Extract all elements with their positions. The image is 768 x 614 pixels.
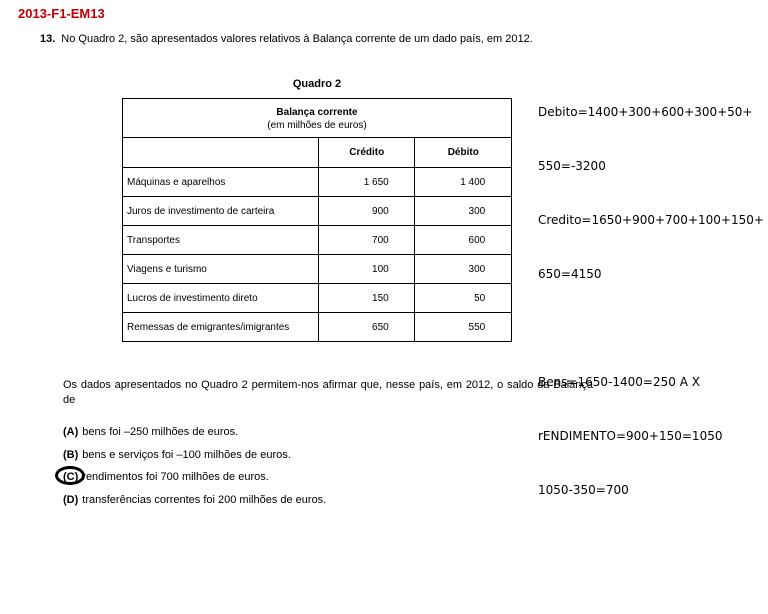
option-text: bens foi –250 milhões de euros. xyxy=(82,426,239,438)
option-text: rendimentos foi 700 milhões de euros. xyxy=(82,471,269,483)
question-number: 13. xyxy=(40,33,56,45)
document-code: 2013-F1-EM13 xyxy=(18,6,105,21)
caption-subtitle: (em milhões de euros) xyxy=(267,120,367,131)
header-debit: Débito xyxy=(415,138,512,168)
table-header-row xyxy=(123,138,512,168)
table-row xyxy=(123,255,512,284)
row-credit: 150 xyxy=(319,284,415,313)
row-label: Remessas de emigrantes/imigrantes xyxy=(123,313,319,342)
row-credit: 900 xyxy=(319,197,415,226)
row-label: Máquinas e aparelhos xyxy=(123,168,319,197)
question-text: No Quadro 2, são apresentados valores relativos à Balança corrente de um dado país, em 2012. xyxy=(61,33,533,45)
note-line: 650=4150 xyxy=(538,267,602,281)
note-line xyxy=(538,319,764,337)
option-letter: (C) xyxy=(63,471,79,483)
option-c[interactable] xyxy=(63,470,326,493)
note-line: Bens=1650-1400=250 A X xyxy=(538,375,700,389)
header-empty xyxy=(123,138,319,168)
note-line: rENDIMENTO=900+150=1050 xyxy=(538,429,723,443)
option-letter: (D) xyxy=(63,493,79,506)
table-row xyxy=(123,168,512,197)
handwritten-notes xyxy=(538,67,764,517)
question xyxy=(40,33,533,45)
caption-title: Balança corrente xyxy=(276,107,358,118)
note-line: Credito=1650+900+700+100+150+ xyxy=(538,213,764,227)
header-credit: Crédito xyxy=(319,138,415,168)
option-a[interactable] xyxy=(63,425,326,448)
row-debit: 1 400 xyxy=(415,168,512,197)
row-credit: 100 xyxy=(319,255,415,284)
selection-circle xyxy=(55,466,85,485)
table-row xyxy=(123,284,512,313)
option-d[interactable] xyxy=(63,493,326,516)
row-debit: 600 xyxy=(415,226,512,255)
row-credit: 650 xyxy=(319,313,415,342)
row-label: Lucros de investimento direto xyxy=(123,284,319,313)
option-text: bens e serviços foi –100 milhões de euros. xyxy=(82,448,291,461)
option-b[interactable] xyxy=(63,448,326,471)
row-label: Transportes xyxy=(123,226,319,255)
table-title: Quadro 2 xyxy=(292,78,342,90)
option-letter: (B) xyxy=(63,448,79,461)
row-debit: 300 xyxy=(415,255,512,284)
note-line: 550=-3200 xyxy=(538,159,606,173)
table-caption xyxy=(123,99,512,138)
answer-options xyxy=(63,425,326,515)
note-line: 1050-350=700 xyxy=(538,483,629,497)
row-credit: 1 650 xyxy=(319,168,415,197)
table-caption-row xyxy=(123,99,512,138)
table-row xyxy=(123,197,512,226)
balance-table xyxy=(122,98,512,342)
row-label: Viagens e turismo xyxy=(123,255,319,284)
row-debit: 300 xyxy=(415,197,512,226)
row-debit: 50 xyxy=(415,284,512,313)
note-line: Debito=1400+300+600+300+50+ xyxy=(538,105,753,119)
row-label: Juros de investimento de carteira xyxy=(123,197,319,226)
option-text: transferências correntes foi 200 milhões de euros. xyxy=(82,493,327,506)
table-row xyxy=(123,226,512,255)
option-letter: (A) xyxy=(63,426,79,438)
table-row xyxy=(123,313,512,342)
row-debit: 550 xyxy=(415,313,512,342)
question-stem: Os dados apresentados no Quadro 2 permitem-nos afirmar que, nesse país, em 2012, o saldo da Balança de xyxy=(63,379,593,406)
row-credit: 700 xyxy=(319,226,415,255)
